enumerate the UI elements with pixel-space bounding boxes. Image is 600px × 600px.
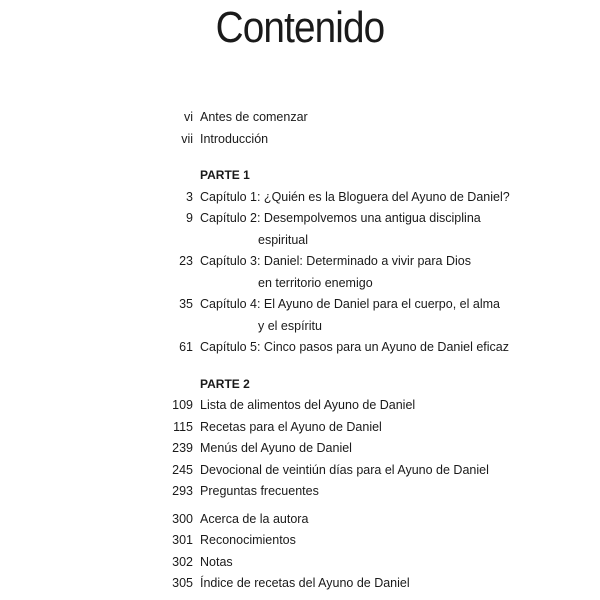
page-number: 300 — [172, 511, 193, 526]
toc-entry[interactable] — [0, 251, 600, 273]
table-of-contents — [0, 107, 600, 595]
page-number: vi — [183, 110, 193, 124]
toc-entry[interactable] — [0, 573, 600, 595]
toc-entry[interactable] — [0, 208, 600, 230]
page-number: 302 — [172, 554, 193, 569]
toc-entry[interactable] — [0, 552, 600, 574]
entry-title: Antes de comenzar — [200, 110, 308, 124]
entry-title-continuation: en territorio enemigo — [258, 275, 373, 290]
entry-title: Menús del Ayuno de Daniel — [200, 441, 352, 455]
toc-entry[interactable] — [0, 294, 600, 316]
entry-title: Devocional de veintiún días para el Ayuno de Daniel — [200, 462, 489, 477]
entry-title-continuation: y el espíritu — [258, 318, 322, 333]
toc-entry[interactable] — [0, 438, 600, 460]
page-number: 61 — [179, 340, 193, 354]
toc-entry[interactable] — [0, 481, 600, 503]
toc-entry[interactable] — [0, 509, 600, 531]
page-title: Contenido — [215, 3, 385, 52]
toc-entry[interactable] — [0, 530, 600, 552]
entry-title: Capítulo 5: Cinco pasos para un Ayuno de Daniel eficaz — [200, 340, 509, 354]
part-2-label: PARTE 2 — [200, 376, 250, 391]
toc-entry[interactable] — [0, 395, 600, 417]
entry-title: Índice de recetas del Ayuno de Daniel — [200, 576, 410, 590]
page-number: 305 — [172, 576, 193, 590]
toc-entry[interactable] — [0, 129, 600, 151]
toc-entry-continuation — [0, 316, 600, 338]
page-number: 3 — [186, 189, 193, 204]
entry-title: Capítulo 2: Desempolvemos una antigua disciplina — [200, 211, 481, 225]
entry-title: Capítulo 3: Daniel: Determinado a vivir para Dios — [200, 254, 471, 268]
part-heading — [0, 165, 600, 187]
toc-entry[interactable] — [0, 460, 600, 482]
entry-title: Lista de alimentos del Ayuno de Daniel — [200, 398, 416, 412]
entry-title: Preguntas frecuentes — [200, 484, 319, 498]
part-heading — [0, 374, 600, 396]
toc-entry[interactable] — [0, 107, 600, 129]
page-number: 239 — [172, 441, 193, 455]
entry-title: Capítulo 1: ¿Quién es la Bloguera del Ayuno de Daniel? — [200, 189, 510, 204]
toc-entry[interactable] — [0, 417, 600, 439]
toc-entry[interactable] — [0, 337, 600, 359]
entry-title: Introducción — [200, 131, 269, 146]
part-1-label: PARTE 1 — [200, 168, 250, 182]
toc-entry-continuation — [0, 230, 600, 252]
entry-title: Capítulo 4: El Ayuno de Daniel para el cuerpo, el alma — [200, 297, 500, 311]
entry-title: Acerca de la autora — [200, 511, 309, 526]
page-number: 293 — [172, 484, 193, 498]
page-number: 301 — [172, 533, 193, 547]
toc-entry[interactable] — [0, 187, 600, 209]
entry-title: Recetas para el Ayuno de Daniel — [200, 419, 382, 434]
page-number: 245 — [172, 462, 193, 477]
toc-entry-continuation — [0, 273, 600, 295]
entry-title: Notas — [200, 554, 233, 569]
page-number: vii — [181, 131, 193, 146]
entry-title: Reconocimientos — [200, 533, 296, 547]
page-number: 9 — [186, 211, 193, 225]
page-number: 23 — [179, 254, 193, 268]
entry-title-continuation: espiritual — [258, 232, 309, 247]
page-number: 109 — [172, 398, 193, 412]
page-number: 115 — [173, 419, 193, 434]
page-number: 35 — [179, 297, 193, 311]
